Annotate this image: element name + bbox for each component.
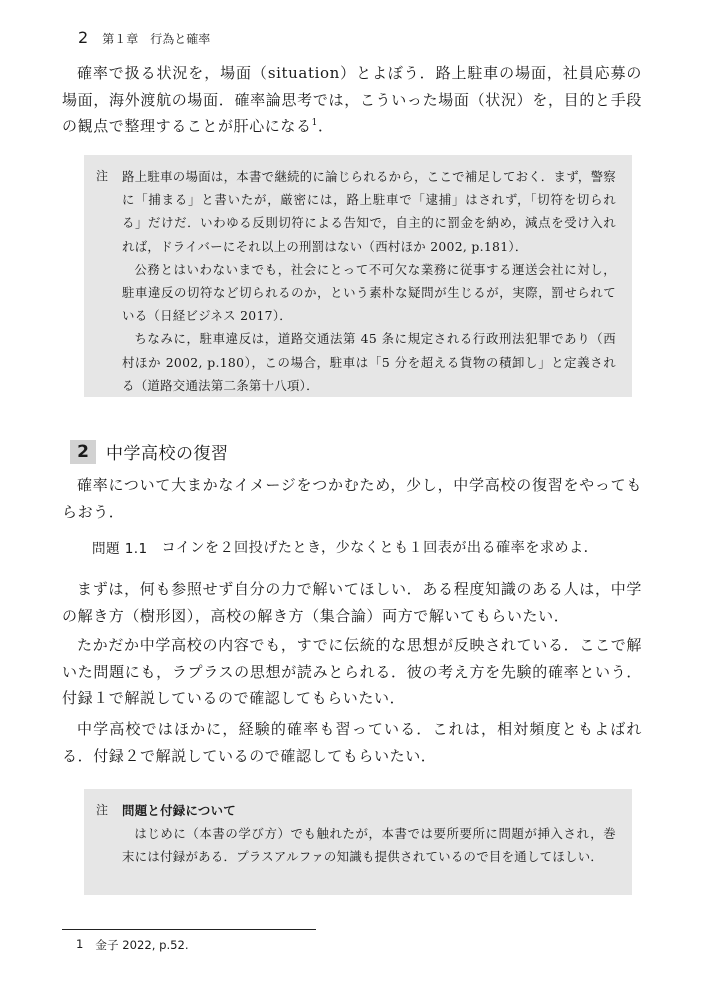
- note-title: 問題と付録について: [122, 803, 236, 818]
- intro-paragraph: [62, 60, 642, 140]
- footnote: [76, 937, 189, 953]
- note-body: [122, 799, 616, 869]
- note-label: 注: [96, 169, 109, 183]
- intro-text: 確率で扱る状況を，場面（situation）とよぼう．路上駐車の場面，社員応募の場面，海外渡航の場面．確率論思考では，こういった場面（状況）を，目的と手段の観点で整理することが肝心になる: [62, 64, 642, 135]
- note-problems-appendix: [84, 789, 632, 895]
- chapter-label: 第１章 行為と確率: [102, 32, 211, 46]
- section-heading: [70, 439, 229, 464]
- solve-paragraph: まずは，何も参照せず自分の力で解いてほしい．ある程度知識のある人は，中学の解き方（樹形図），高校の解き方（集合論）両方で解いてもらいたい．: [62, 580, 642, 625]
- section-number: 2: [70, 440, 96, 464]
- footnote-divider: [62, 929, 316, 930]
- note-paragraph: ちなみに，駐車違反は，道路交通法第 45 条に規定される行政刑法犯罪であり（西村ほか 2002, p.180），この場合，駐車は「5 分を超える貨物の積卸し」と定義される（道路交通法第二条第十八項）．: [122, 331, 616, 393]
- section-title: 中学高校の復習: [106, 444, 229, 464]
- footnote-text: 金子 2022, p.52.: [95, 938, 189, 952]
- note-body: [122, 165, 616, 397]
- empirical-paragraph: 中学高校ではほかに，経験的確率も習っている．これは，相対頻度ともよばれる．付録２で解説しているので確認してもらいたい．: [62, 720, 642, 765]
- problem-1-1: [92, 537, 598, 557]
- page-number: 2: [78, 28, 89, 47]
- intro-end: ．: [317, 117, 334, 135]
- running-header: [78, 28, 210, 47]
- problem-text: コインを２回投げたとき，少なくとも１回表が出る確率を求めよ．: [161, 540, 599, 556]
- note-paragraph: はじめに（本書の学び方）でも触れたが，本書では要所要所に問題が挿入され，巻末には付録がある．プラスアルファの知識も提供されているので目を通してほしい．: [122, 826, 616, 865]
- footnote-number: 1: [76, 937, 84, 951]
- laplace-paragraph: たかだか中学高校の内容でも，すでに伝統的な思想が反映されている．ここで解いた問題にも，ラプラスの思想が読みとられる．彼の考え方を先験的確率という．付録１で解説しているので確認してもらいたい．: [62, 636, 642, 707]
- note-paragraph: 路上駐車の場面は，本書で継続的に論じられるから，ここで補足しておく．まず，警察に「捕まる」と書いたが，厳密には，路上駐車で「逮捕」はされず，「切符を切られる」だけだ．いわゆる反則切符による告知で，自主的に罰金を納め，減点を受け入れれば，ドライバーにそれ以上の刑罰はない（西村ほか 2002, p.181）．: [122, 169, 616, 254]
- problem-label: 問題 1.1: [92, 541, 148, 557]
- footnote-reference[interactable]: 1: [311, 118, 318, 128]
- note-label: 注: [96, 803, 109, 817]
- review-paragraph: 確率について大まかなイメージをつかむため，少し，中学高校の復習をやってもらおう．: [62, 476, 642, 521]
- note-parking: [84, 155, 632, 397]
- note-paragraph: 公務とはいわないまでも，社会にとって不可欠な業務に従事する運送会社に対し，駐車違反の切符など切られるのか，という素朴な疑問が生じるが，実際，罰せられている（日経ビジネス 2017）．: [122, 261, 616, 324]
